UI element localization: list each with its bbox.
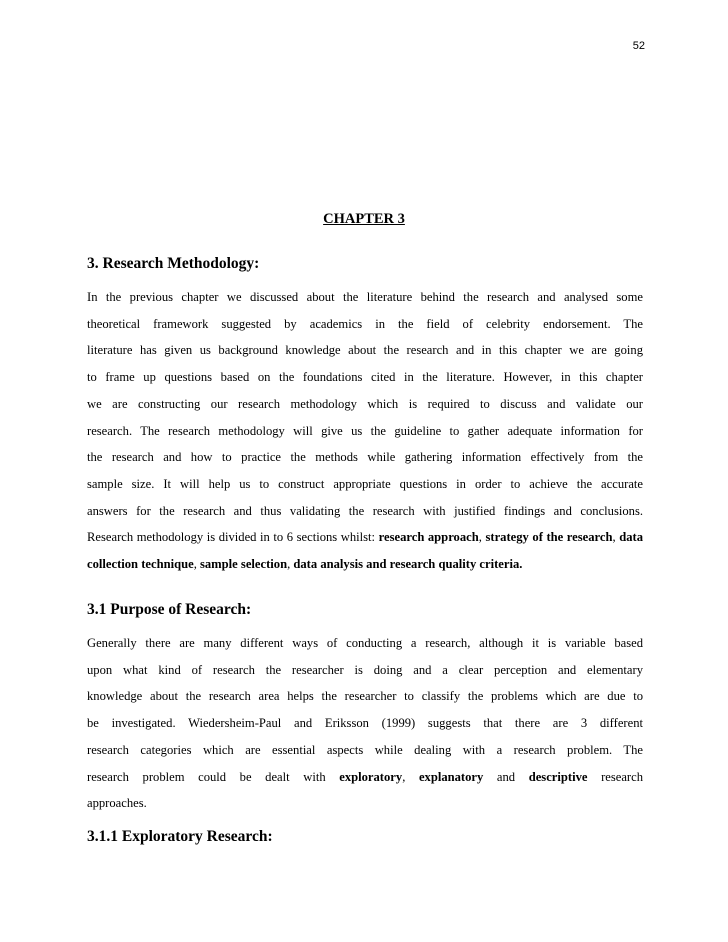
text-run: and — [483, 769, 529, 784]
paragraph-line: theoretical framework suggested by academics in the field of celebrity endorsement. The — [87, 316, 643, 331]
paragraph-line: sample size. It will help us to construct appropriate questions in order to achieve the accurate — [87, 476, 643, 491]
paragraph-line: Generally there are many different ways of conducting a research, although it is variable based — [87, 636, 643, 650]
paragraph-line: be investigated. Wiedersheim-Paul and Eriksson (1999) suggests that there are 3 different — [87, 716, 643, 731]
section-heading-research-methodology: 3. Research Methodology: — [87, 255, 260, 272]
separator: , — [287, 557, 294, 572]
paragraph-sections-list — [87, 524, 643, 577]
research-type-term: exploratory — [339, 769, 403, 784]
section-term: strategy of the research — [485, 530, 613, 545]
paragraph-line: answers for the research and thus validating the research with justified findings and conclusions. — [87, 503, 643, 518]
text-run: research — [587, 769, 644, 784]
research-type-term: descriptive — [528, 769, 588, 784]
section-term: sample selection — [199, 557, 288, 572]
separator: , — [193, 557, 200, 572]
sections-intro-text: Research methodology is divided in to 6 sections whilst: — [87, 530, 379, 545]
section-term: research approach — [378, 530, 479, 545]
separator: , — [612, 530, 620, 545]
paragraph-line: approaches. — [87, 796, 147, 811]
separator: , — [478, 530, 486, 545]
section-term: data collection technique — [87, 530, 644, 572]
paragraph-line: upon what kind of research the researcher is doing and a clear perception and elementary — [87, 662, 643, 677]
section-term: data analysis and research quality criteria. — [293, 557, 523, 572]
paragraph-line: In the previous chapter we discussed about the literature behind the research and analysed some — [87, 290, 643, 304]
section-heading-purpose-of-research: 3.1 Purpose of Research: — [87, 601, 252, 618]
text-run: , — [402, 769, 419, 784]
page-number: 52 — [632, 40, 645, 52]
paragraph-line: research. The research methodology will give us the guideline to gather adequate information for — [87, 423, 643, 438]
paragraph-line — [87, 764, 643, 791]
research-type-term: explanatory — [418, 769, 484, 784]
text-run: research problem could be dealt with — [87, 769, 340, 784]
paragraph-line: knowledge about the research area helps the researcher to classify the problems which are due to — [87, 689, 643, 704]
paragraph-line: literature has given us background knowledge about the research and in this chapter we are going — [87, 343, 643, 358]
paragraph-research-methodology — [87, 284, 643, 578]
paragraph-line: research categories which are essential aspects while dealing with a research problem. The — [87, 742, 643, 757]
paragraph-purpose-of-research — [87, 630, 643, 817]
paragraph-line: to frame up questions based on the foundations cited in the literature. However, in this chapter — [87, 370, 643, 385]
chapter-title: CHAPTER 3 — [323, 211, 405, 227]
section-heading-exploratory-research: 3.1.1 Exploratory Research: — [87, 828, 273, 845]
paragraph-line: we are constructing our research methodology which is required to discuss and validate our — [87, 396, 643, 411]
paragraph-line: the research and how to practice the methods while gathering information effectively from the — [87, 450, 643, 465]
